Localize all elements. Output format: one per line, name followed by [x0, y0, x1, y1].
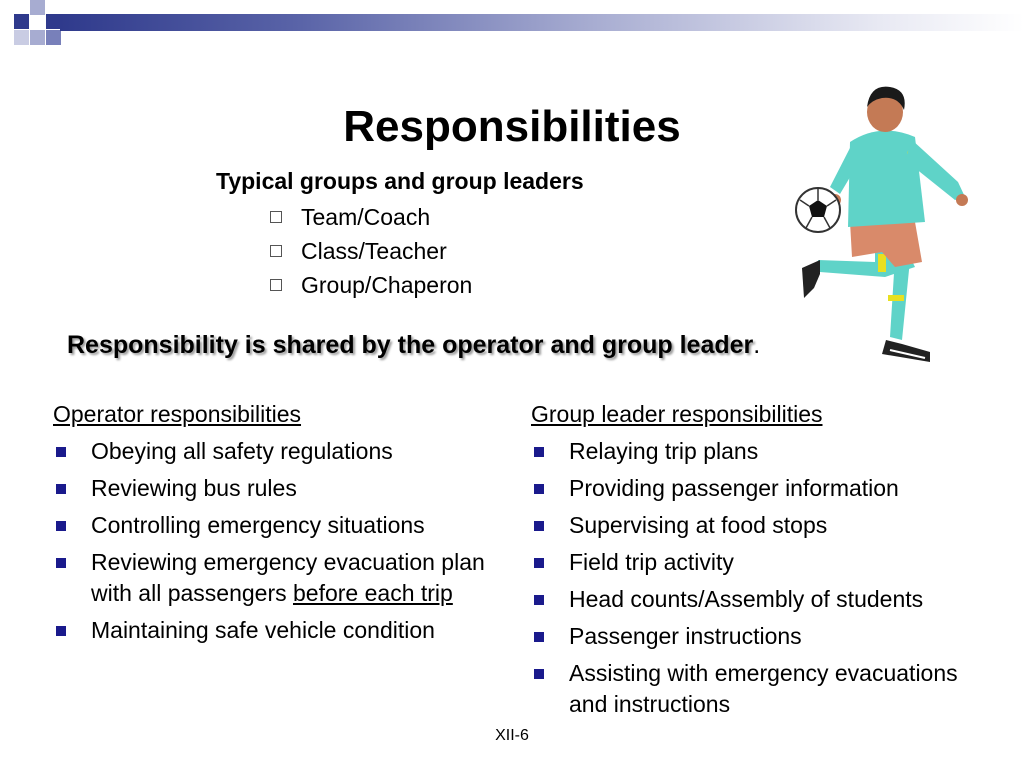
emphasis-text: before each trip: [293, 580, 453, 606]
leader-column: [531, 398, 991, 720]
list-item: Passenger instructions: [531, 621, 991, 652]
square-bullet-icon: [56, 558, 66, 568]
square-bullet-icon: [56, 521, 66, 531]
header-square: [46, 14, 61, 29]
square-bullet-icon: [534, 595, 544, 605]
list-item: Reviewing bus rules: [53, 473, 493, 504]
header-square: [30, 30, 45, 45]
header-square: [14, 30, 29, 45]
list-item: Controlling emergency situations: [53, 510, 493, 541]
box-bullet-icon: [270, 245, 282, 257]
group-item: Group/Chaperon: [268, 268, 472, 302]
square-bullet-icon: [56, 484, 66, 494]
operator-column: [53, 398, 493, 646]
leader-list: [531, 436, 991, 720]
header-square: [30, 0, 45, 15]
list-item: Providing passenger information: [531, 473, 991, 504]
shared-statement: Responsibility is shared by the operator and group leader.: [67, 331, 761, 359]
list-item: Reviewing emergency evacuation plan with all passengers before each trip: [53, 547, 493, 609]
header-band: [0, 0, 1024, 46]
box-bullet-icon: [270, 211, 282, 223]
box-bullet-icon: [270, 279, 282, 291]
operator-heading: Operator responsibilities: [53, 401, 302, 427]
leader-heading: Group leader responsibilities: [531, 401, 823, 427]
square-bullet-icon: [534, 558, 544, 568]
header-square: [46, 30, 61, 45]
square-bullet-icon: [56, 626, 66, 636]
header-square: [14, 14, 29, 29]
group-item: Class/Teacher: [268, 234, 472, 268]
square-bullet-icon: [56, 447, 66, 457]
soccer-player-icon: [790, 82, 990, 372]
list-item: Obeying all safety regulations: [53, 436, 493, 467]
list-item: Head counts/Assembly of students: [531, 584, 991, 615]
list-item: Supervising at food stops: [531, 510, 991, 541]
square-bullet-icon: [534, 669, 544, 679]
page-number: XII-6: [495, 727, 529, 744]
list-item: Field trip activity: [531, 547, 991, 578]
group-list: [268, 200, 472, 302]
square-bullet-icon: [534, 521, 544, 531]
group-item: Team/Coach: [268, 200, 472, 234]
header-gradient-bar: [60, 14, 1024, 31]
list-item: Relaying trip plans: [531, 436, 991, 467]
square-bullet-icon: [534, 447, 544, 457]
square-bullet-icon: [534, 632, 544, 642]
square-bullet-icon: [534, 484, 544, 494]
list-item: Maintaining safe vehicle condition: [53, 615, 493, 646]
slide-subtitle: Typical groups and group leaders: [216, 168, 584, 194]
operator-list: [53, 436, 493, 646]
list-item: Assisting with emergency evacuations and instructions: [531, 658, 991, 720]
slide-title: Responsibilities: [343, 102, 681, 151]
